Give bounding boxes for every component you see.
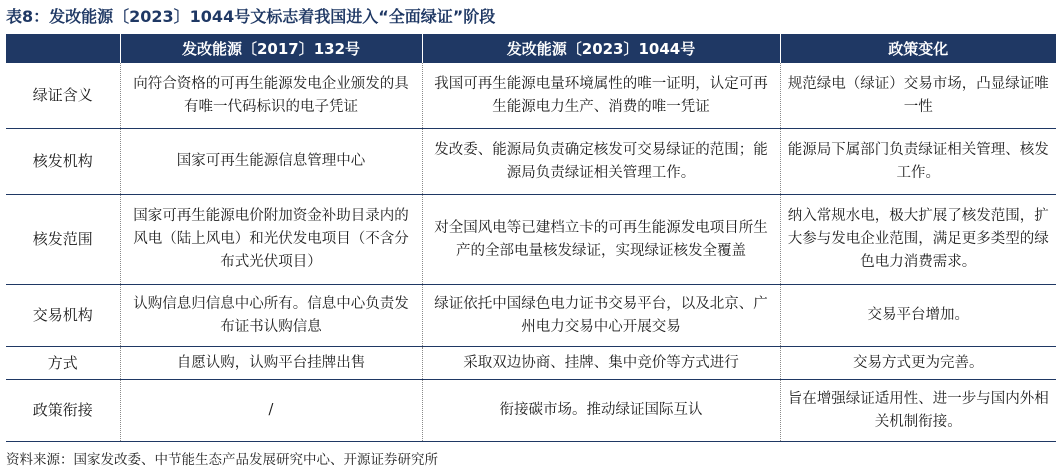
cell-2017: 国家可再生能源电价附加资金补助目录内的风电（陆上风电）和光伏发电项目（不含分布式光伏项目）: [120, 195, 422, 285]
header-2017: 发改能源〔2017〕132号: [120, 34, 422, 63]
cell-change: 规范绿电（绿证）交易市场，凸显绿证唯一性: [780, 63, 1056, 129]
cell-2023: 我国可再生能源电量环境属性的唯一证明，认定可再生能源电力生产、消费的唯一凭证: [422, 63, 780, 129]
row-label: 核发机构: [6, 129, 120, 195]
cell-2023: 发改委、能源局负责确定核发可交易绿证的范围；能源局负责绿证相关管理工作。: [422, 129, 780, 195]
header-2023: 发改能源〔2023〕1044号: [422, 34, 780, 63]
header-label: [6, 34, 120, 63]
cell-change: 交易方式更为完善。: [780, 347, 1056, 380]
row-label: 绿证含义: [6, 63, 120, 129]
cell-2017: 认购信息归信息中心所有。信息中心负责发布证书认购信息: [120, 285, 422, 347]
table-row: [6, 347, 1056, 380]
cell-2017: /: [120, 380, 422, 442]
source-note: 资料来源：国家发改委、中节能生态产品发展研究中心、开源证券研究所: [6, 452, 438, 468]
cell-2023: 绿证依托中国绿色电力证书交易平台，以及北京、广州电力交易中心开展交易: [422, 285, 780, 347]
cell-2017: 向符合资格的可再生能源发电企业颁发的具有唯一代码标识的电子凭证: [120, 63, 422, 129]
row-label: 核发范围: [6, 195, 120, 285]
policy-comparison-table: [6, 34, 1056, 442]
table-title: 表8：发改能源〔2023〕1044号文标志着我国进入“全面绿证”阶段: [6, 7, 496, 26]
cell-2023: 衔接碳市场。推动绿证国际互认: [422, 380, 780, 442]
header-row: [6, 34, 1056, 63]
row-label: 交易机构: [6, 285, 120, 347]
cell-2017: 国家可再生能源信息管理中心: [120, 129, 422, 195]
table-row: [6, 195, 1056, 285]
table-row: [6, 63, 1056, 129]
cell-change: 旨在增强绿证适用性、进一步与国内外相关机制衔接。: [780, 380, 1056, 442]
table-row: [6, 129, 1056, 195]
cell-2017: 自愿认购，认购平台挂牌出售: [120, 347, 422, 380]
cell-change: 纳入常规水电，极大扩展了核发范围，扩大参与发电企业范围，满足更多类型的绿色电力消费需求。: [780, 195, 1056, 285]
table-row: [6, 285, 1056, 347]
header-change: 政策变化: [780, 34, 1056, 63]
cell-change: 交易平台增加。: [780, 285, 1056, 347]
cell-2023: 对全国风电等已建档立卡的可再生能源发电项目所生产的全部电量核发绿证，实现绿证核发全覆盖: [422, 195, 780, 285]
row-label: 方式: [6, 347, 120, 380]
cell-change: 能源局下属部门负责绿证相关管理、核发工作。: [780, 129, 1056, 195]
table-row: [6, 380, 1056, 442]
cell-2023: 采取双边协商、挂牌、集中竞价等方式进行: [422, 347, 780, 380]
row-label: 政策衔接: [6, 380, 120, 442]
